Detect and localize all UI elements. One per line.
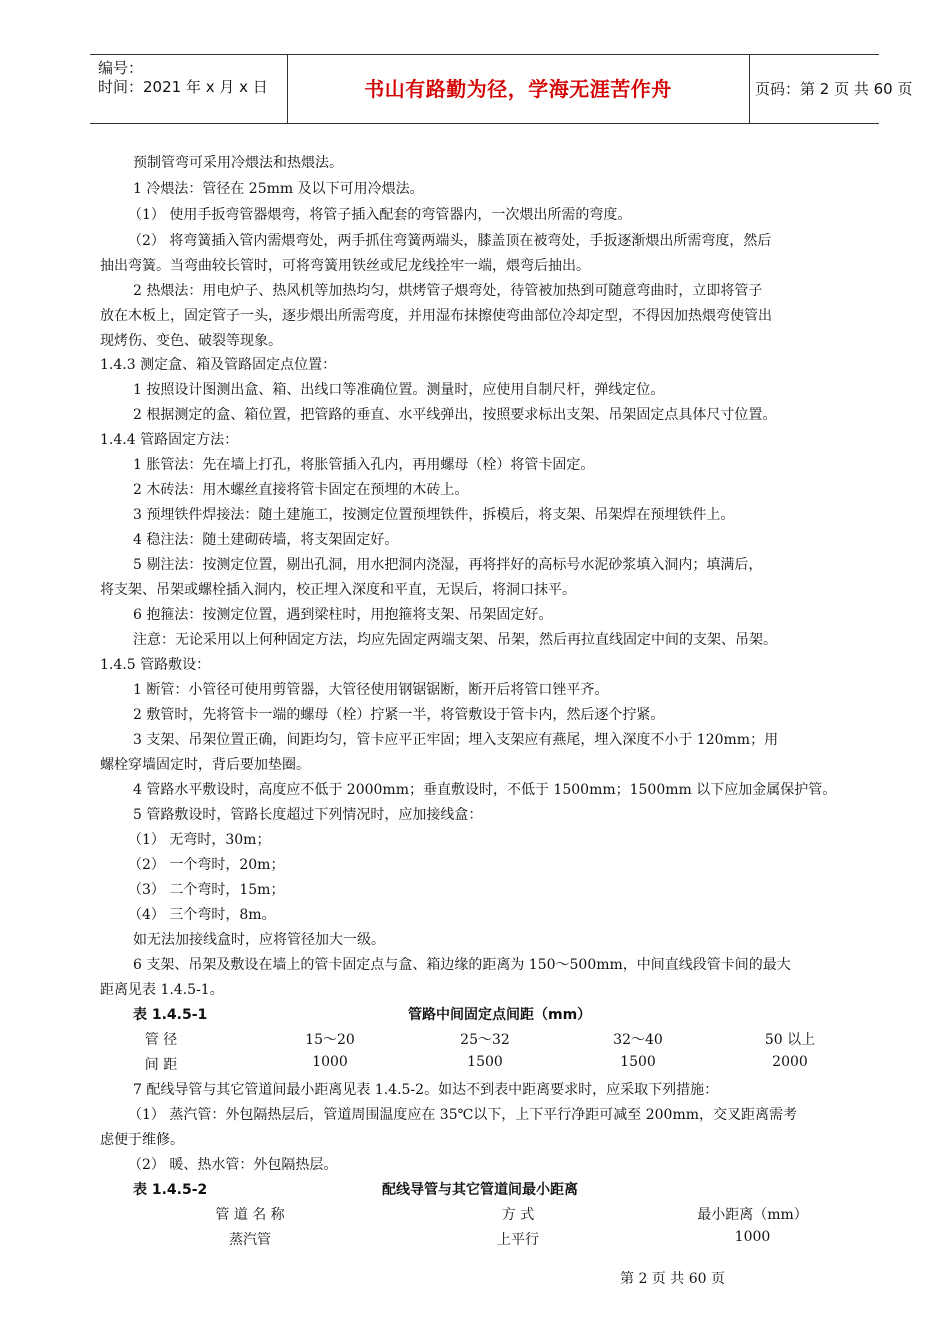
table-cell: 50 以上 bbox=[764, 1032, 816, 1048]
paragraph: 现烤伤、变色、破裂等现象。 bbox=[100, 333, 282, 349]
note-paragraph: 注意：无论采用以上何种固定方法，均应先固定两端支架、吊架，然后再拉直线固定中间的支架、吊架。 bbox=[133, 632, 777, 648]
paragraph: 5 剔注法：按测定位置，剔出孔洞，用水把洞内浇湿，再将拌好的高标号水泥砂浆填入洞内；填满后， bbox=[133, 557, 763, 573]
paragraph: 2 热煨法：用电炉子、热风机等加热均匀，烘烤管子煨弯处，待管被加热到可随意弯曲时，立即将管子 bbox=[133, 283, 763, 299]
list-item: （1） 蒸汽管：外包隔热层后，管道周围温度应在 35℃以下，上下平行净距可减至 200mm，交叉距离需考 bbox=[128, 1107, 798, 1123]
paragraph: 3 支架、吊架位置正确，间距均匀，管卡应平正牢固；埋入支架应有燕尾，埋入深度不小于 120mm；用 bbox=[133, 732, 779, 748]
list-item: （1） 无弯时，30m； bbox=[128, 832, 271, 848]
page-header bbox=[90, 54, 913, 124]
paragraph: 6 支架、吊架及敷设在墙上的管卡固定点与盒、箱边缘的距离为 150～500mm，中间直线段管卡间的最大 bbox=[133, 957, 791, 973]
paragraph: 1 按照设计图测出盒、箱、出线口等准确位置。测量时，应使用自制尺杆，弹线定位。 bbox=[133, 382, 665, 398]
table-cell: 32～40 bbox=[613, 1032, 663, 1048]
paragraph: 2 根据测定的盒、箱位置，把管路的垂直、水平线弹出，按照要求标出支架、吊架固定点具体尺寸位置。 bbox=[133, 407, 777, 423]
paragraph: 距离见表 1.4.5-1。 bbox=[100, 982, 224, 998]
paragraph: 1 胀管法：先在墙上打孔，将胀管插入孔内，再用螺母（栓）将管卡固定。 bbox=[133, 457, 595, 473]
table-header-cell: 最小距离（mm） bbox=[697, 1207, 808, 1223]
table-cell: 1000 bbox=[312, 1054, 348, 1070]
section-heading: 1.4.4 管路固定方法： bbox=[100, 432, 239, 448]
paragraph: 2 敷管时，先将管卡一端的螺母（栓）拧紧一半，将管敷设于管卡内，然后逐个拧紧。 bbox=[133, 707, 665, 723]
paragraph: 4 管路水平敷设时，高度应不低于 2000mm；垂直敷设时，不低于 1500mm；1500mm 以下应加金属保护管。 bbox=[133, 782, 837, 798]
table-label: 表 1.4.5-1 bbox=[133, 1007, 208, 1023]
paragraph: 将支架、吊架或螺栓插入洞内，校正埋入深度和平直，无误后，将洞口抹平。 bbox=[100, 582, 576, 598]
table-cell: 1500 bbox=[467, 1054, 503, 1070]
table-cell: 1000 bbox=[734, 1229, 771, 1245]
paragraph: 抽出弯簧。当弯曲较长管时，可将弯簧用铁丝或尼龙线拴牢一端，煨弯后抽出。 bbox=[100, 258, 590, 274]
paragraph: （2） 将弯簧插入管内需煨弯处，两手抓住弯簧两端头，膝盖顶在被弯处，手扳逐渐煨出所需弯度，然后 bbox=[128, 233, 772, 249]
header-motto: 书山有路勤为径，学海无涯苦作舟 bbox=[364, 77, 672, 101]
table-cell: 管 径 bbox=[144, 1032, 178, 1048]
page-footer: 第 2 页 共 60 页 bbox=[620, 1271, 725, 1287]
table-cell: 1500 bbox=[620, 1054, 656, 1070]
paragraph: （1） 使用手扳弯管器煨弯，将管子插入配套的弯管器内，一次煨出所需的弯度。 bbox=[128, 207, 632, 223]
paragraph: 2 木砖法：用木螺丝直接将管卡固定在预埋的木砖上。 bbox=[133, 482, 469, 498]
paragraph: 5 管路敷设时，管路长度超过下列情况时，应加接线盒： bbox=[133, 807, 483, 823]
header-page-cell bbox=[749, 55, 913, 123]
list-item: （4） 三个弯时，8m。 bbox=[128, 907, 276, 923]
header-motto-cell bbox=[287, 55, 750, 123]
paragraph: 虑便于维修。 bbox=[100, 1132, 184, 1148]
table-cell: 上平行 bbox=[497, 1232, 539, 1248]
doc-time-label: 时间：2021 年 x 月 x 日 bbox=[98, 78, 268, 96]
doc-number-label: 编号： bbox=[98, 59, 144, 77]
table-cell: 2000 bbox=[772, 1054, 808, 1070]
paragraph: 7 配线导管与其它管道间最小距离见表 1.4.5-2。如达不到表中距离要求时，应采取下列措施： bbox=[133, 1082, 719, 1098]
table-label: 表 1.4.5-2 bbox=[133, 1182, 208, 1198]
section-heading: 1.4.5 管路敷设： bbox=[100, 657, 211, 673]
header-page-number: 页码：第 2 页 共 60 页 bbox=[755, 80, 913, 98]
table-cell: 15～20 bbox=[305, 1032, 355, 1048]
section-heading: 1.4.3 测定盒、箱及管路固定点位置： bbox=[100, 357, 337, 373]
table-cell: 蒸汽管 bbox=[229, 1232, 271, 1248]
paragraph: 1 断管：小管径可使用剪管器，大管径使用钢锯锯断，断开后将管口锉平齐。 bbox=[133, 682, 609, 698]
list-item: （3） 二个弯时，15m； bbox=[128, 882, 285, 898]
table-header-cell: 方 式 bbox=[501, 1207, 535, 1223]
paragraph: 1 冷煨法：管径在 25mm 及以下可用冷煨法。 bbox=[133, 181, 424, 197]
header-info-cell bbox=[90, 55, 288, 123]
list-item: （2） 暖、热水管：外包隔热层。 bbox=[128, 1157, 338, 1173]
paragraph: 4 稳注法：随土建砌砖墙，将支架固定好。 bbox=[133, 532, 399, 548]
table-cell: 25～32 bbox=[460, 1032, 510, 1048]
paragraph: 6 抱箍法：按测定位置，遇到梁柱时，用抱箍将支架、吊架固定好。 bbox=[133, 607, 553, 623]
table-title: 管路中间固定点间距（mm） bbox=[408, 1007, 592, 1023]
table-header-cell: 管 道 名 称 bbox=[215, 1207, 285, 1223]
list-item: （2） 一个弯时，20m； bbox=[128, 857, 285, 873]
paragraph: 3 预埋铁件焊接法：随土建施工，按测定位置预埋铁件，拆模后，将支架、吊架焊在预埋铁件上。 bbox=[133, 507, 735, 523]
paragraph: 预制管弯可采用冷煨法和热煨法。 bbox=[133, 155, 343, 171]
table-cell: 间 距 bbox=[144, 1057, 178, 1073]
paragraph: 螺栓穿墙固定时，背后要加垫圈。 bbox=[100, 757, 310, 773]
paragraph: 放在木板上，固定管子一头，逐步煨出所需弯度，并用湿布抹擦使弯曲部位冷却定型，不得因加热煨弯使管出 bbox=[100, 308, 772, 324]
table-title: 配线导管与其它管道间最小距离 bbox=[382, 1182, 578, 1198]
paragraph: 如无法加接线盒时，应将管径加大一级。 bbox=[133, 932, 385, 948]
